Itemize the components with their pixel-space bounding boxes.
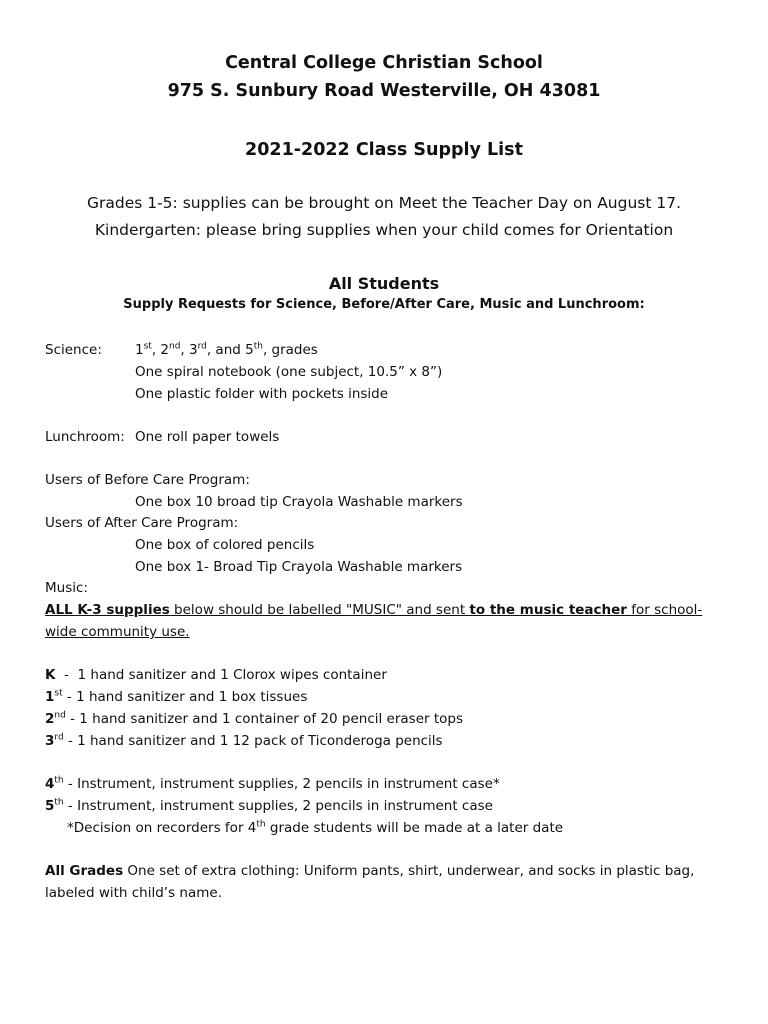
- recorder-note: *Decision on recorders for 4th grade students will be made at a later date: [67, 819, 564, 836]
- before-care-label: Users of Before Care Program:: [45, 472, 250, 488]
- music-note: ALL K-3 supplies below should be labelled "MUSIC" and sent to the music teacher for school-: [45, 602, 703, 618]
- science-grades: 1st, 2nd, 3rd, and 5th, grades: [135, 341, 318, 358]
- upper-supply-line: 4th - Instrument, instrument supplies, 2 pencils in instrument case*: [45, 775, 500, 792]
- science-item: One plastic folder with pockets inside: [135, 386, 389, 402]
- lunchroom-label: Lunchroom:: [45, 429, 125, 445]
- all-grades-line: All Grades One set of extra clothing: Uniform pants, shirt, underwear, and socks in plastic bag,: [45, 863, 695, 879]
- kindergarten-note: Kindergarten: please bring supplies when your child comes for Orientation: [94, 221, 674, 239]
- music-note-continued: wide community use.: [45, 624, 190, 640]
- science-label: Science:: [45, 342, 102, 358]
- school-name: Central College Christian School: [225, 53, 543, 73]
- science-item: One spiral notebook (one subject, 10.5” x 8”): [135, 364, 443, 380]
- after-care-item: One box 1- Broad Tip Crayola Washable markers: [135, 559, 463, 575]
- after-care-item: One box of colored pencils: [135, 537, 315, 553]
- school-address: 975 S. Sunbury Road Westerville, OH 43081: [167, 81, 601, 101]
- before-care-item: One box 10 broad tip Crayola Washable markers: [135, 494, 463, 510]
- all-students-heading: All Students: [328, 274, 440, 293]
- k3-supply-line: K - 1 hand sanitizer and 1 Clorox wipes container: [45, 667, 387, 683]
- after-care-label: Users of After Care Program:: [45, 515, 239, 531]
- k3-supply-line: 1st - 1 hand sanitizer and 1 box tissues: [45, 688, 308, 705]
- all-grades-line-continued: labeled with child’s name.: [45, 885, 222, 901]
- upper-supply-line: 5th - Instrument, instrument supplies, 2 pencils in instrument case: [45, 797, 493, 814]
- all-students-subheading: Supply Requests for Science, Before/After Care, Music and Lunchroom:: [123, 297, 645, 312]
- grades-note: Grades 1-5: supplies can be brought on Meet the Teacher Day on August 17.: [86, 194, 682, 212]
- k3-supply-line: 3rd - 1 hand sanitizer and 1 12 pack of Ticonderoga pencils: [45, 732, 443, 749]
- music-label: Music:: [45, 580, 88, 596]
- list-title: 2021-2022 Class Supply List: [245, 140, 523, 160]
- lunchroom-item: One roll paper towels: [135, 429, 280, 445]
- k3-supply-line: 2nd - 1 hand sanitizer and 1 container of 20 pencil eraser tops: [45, 710, 464, 727]
